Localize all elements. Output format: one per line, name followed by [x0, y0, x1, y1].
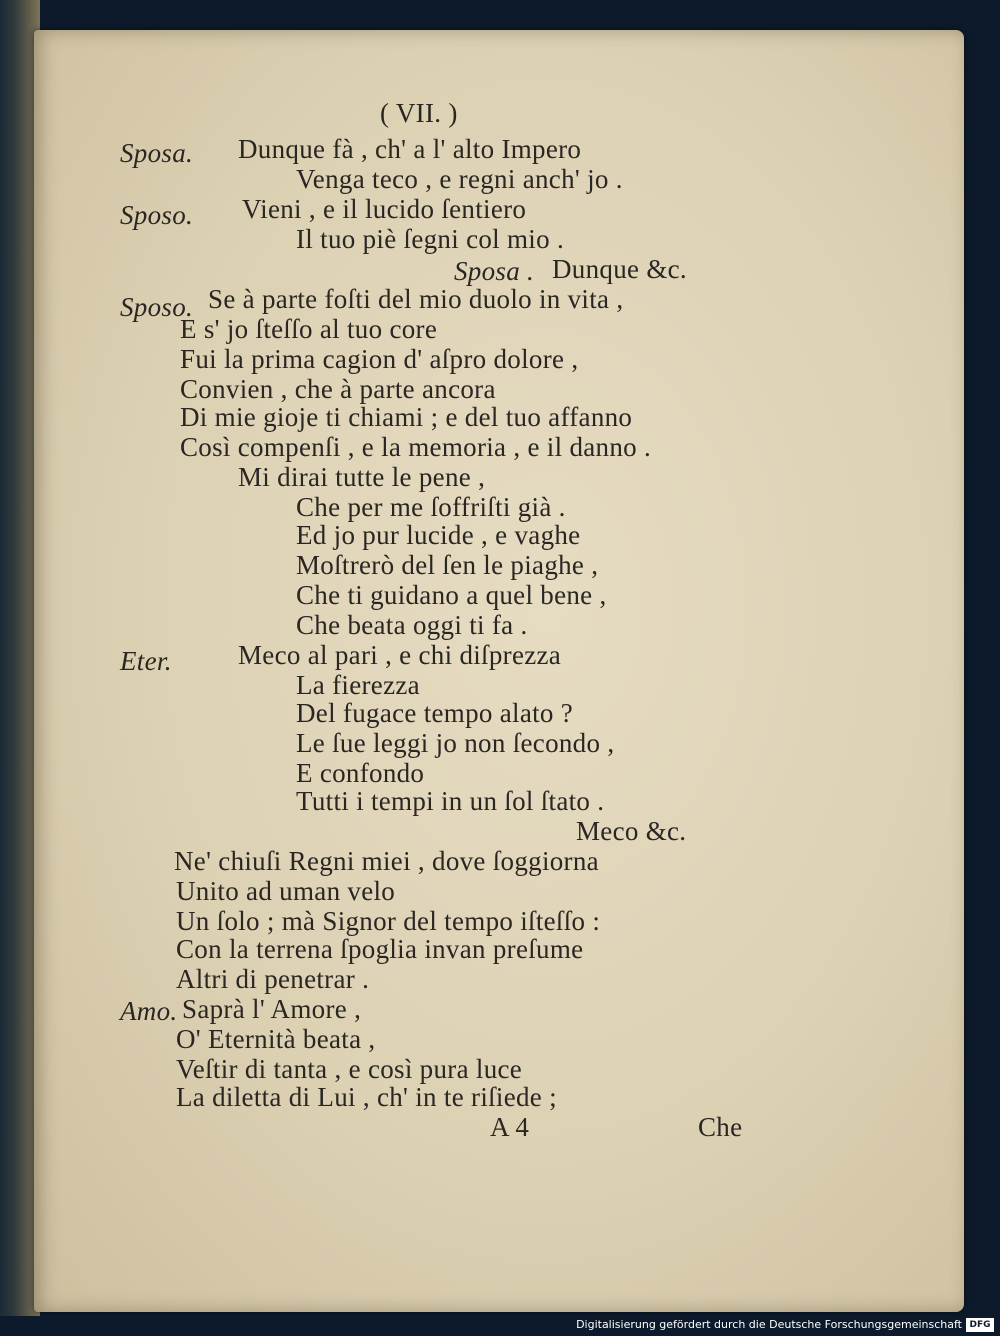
verse-line: Che per me ſoffriſti già . — [296, 492, 566, 522]
catchword: Che — [698, 1112, 743, 1142]
speaker-label: Eter. — [120, 646, 172, 676]
dfg-logo: DFG — [966, 1318, 994, 1332]
verse-line: Dunque fà , ch' a l' alto Impero — [238, 134, 582, 164]
verse-line: Moſtrerò del ſen le piaghe , — [296, 550, 599, 580]
verse-line: Che ti guidano a quel bene , — [296, 580, 607, 610]
verse-line: E s' jo ſteſſo al tuo core — [180, 314, 438, 344]
footer-bar — [0, 1316, 1000, 1336]
speaker-label: Sposa . — [454, 256, 535, 286]
page-signature: A 4 — [490, 1112, 530, 1142]
speaker-label: Amo. — [120, 996, 178, 1026]
verse-line: Unito ad uman velo — [176, 876, 396, 906]
verse-line: Meco &c. — [576, 816, 687, 846]
page-header: ( VII. ) — [380, 98, 458, 128]
verse-line: Meco al pari , e chi diſprezza — [238, 640, 562, 670]
verse-line: Ne' chiuſi Regni miei , dove ſoggiorna — [174, 846, 599, 876]
verse-line: Tutti i tempi in un ſol ſtato . — [296, 786, 605, 816]
speaker-label: Sposo. — [120, 200, 194, 230]
speaker-label: Sposo. — [120, 292, 194, 322]
verse-line: Vieni , e il lucido ſentiero — [242, 194, 527, 224]
verse-line: Con la terrena ſpoglia invan preſume — [176, 934, 584, 964]
funding-notice: Digitalisierung gefördert durch die Deutsche Forschungsgemeinschaft — [576, 1318, 962, 1331]
verse-line: Dunque &c. — [552, 254, 687, 284]
verse-line: Convien , che à parte ancora — [180, 374, 496, 404]
verse-line: Saprà l' Amore , — [182, 994, 362, 1024]
verse-line: Altri di penetrar . — [176, 964, 370, 994]
verse-line: Venga teco , e regni anch' jo . — [296, 164, 623, 194]
verse-line: Un ſolo ; mà Signor del tempo iſteſſo : — [176, 906, 601, 936]
verse-line: O' Eternità beata , — [176, 1024, 376, 1054]
verse-line: Così compenſi , e la memoria , e il danno . — [180, 432, 652, 462]
verse-line: La diletta di Lui , ch' in te riſiede ; — [176, 1082, 557, 1112]
book-page — [34, 30, 964, 1312]
verse-line: La fierezza — [296, 670, 420, 700]
verse-line: Che beata oggi ti fa . — [296, 610, 528, 640]
speaker-label: Sposa. — [120, 138, 194, 168]
verse-line: E confondo — [296, 758, 425, 788]
verse-line: Ed jo pur lucide , e vaghe — [296, 520, 581, 550]
verse-line: Veſtir di tanta , e così pura luce — [176, 1054, 523, 1084]
verse-line: Le ſue leggi jo non ſecondo , — [296, 728, 615, 758]
verse-line: Il tuo piè ſegni col mio . — [296, 224, 565, 254]
verse-line: Mi dirai tutte le pene , — [238, 462, 486, 492]
verse-line: Di mie gioje ti chiami ; e del tuo affanno — [180, 402, 633, 432]
verse-line: Se à parte foſti del mio duolo in vita , — [208, 284, 624, 314]
verse-line: Fui la prima cagion d' aſpro dolore , — [180, 344, 579, 374]
verse-line: Del fugace tempo alato ? — [296, 698, 574, 728]
